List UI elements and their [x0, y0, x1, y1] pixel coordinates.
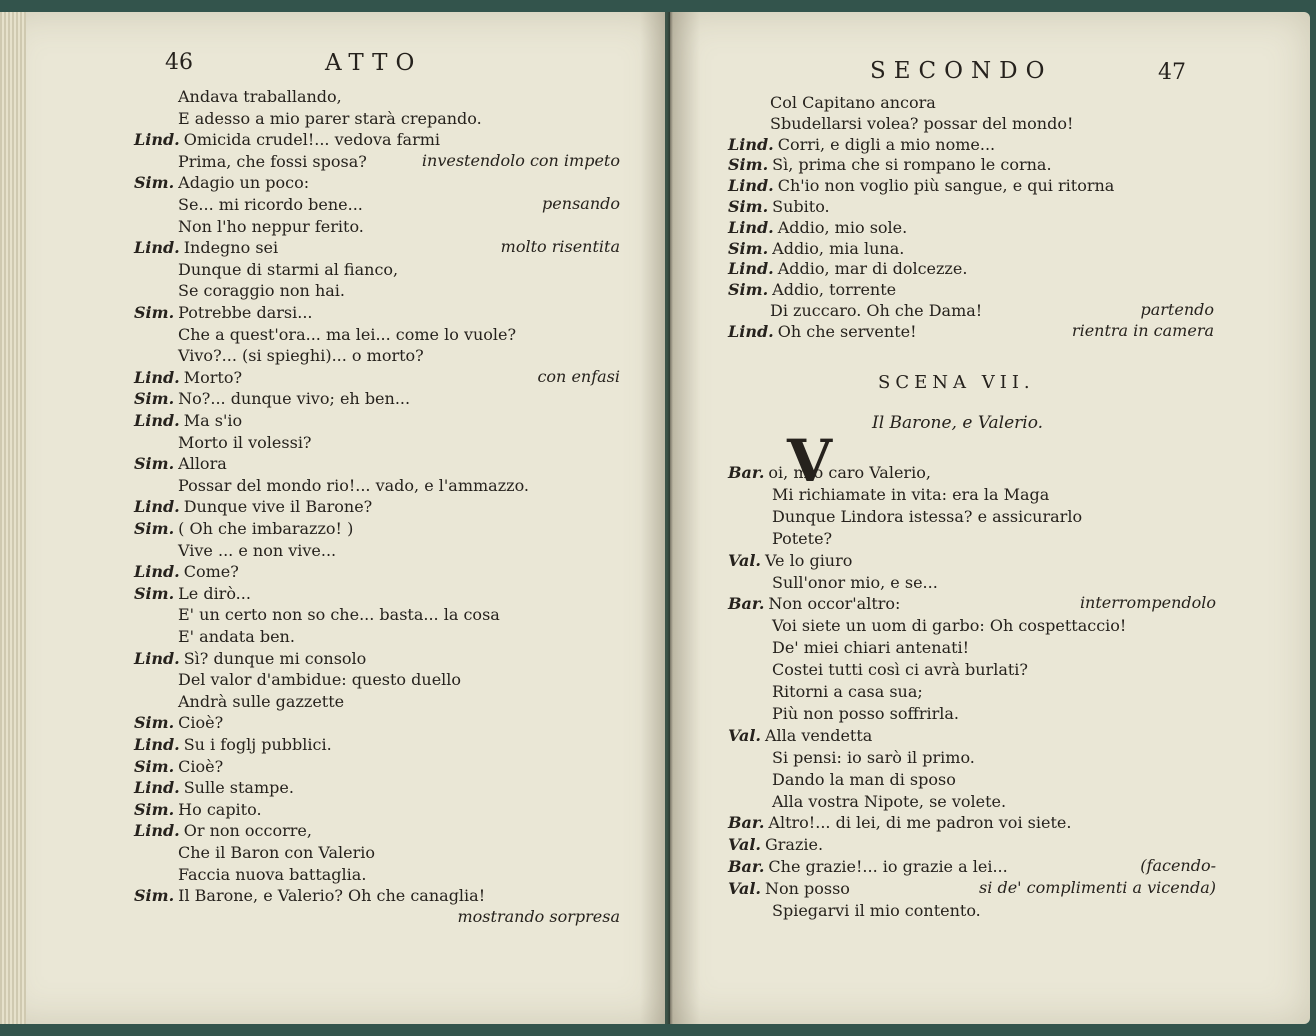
speaker-name: Lind. — [728, 259, 774, 279]
speaker-name: Lind. — [134, 130, 180, 150]
text-line — [728, 321, 917, 342]
verse-text: Sulle stampe. — [183, 778, 294, 798]
text-line — [178, 324, 516, 345]
text-line — [728, 258, 967, 279]
speaker-name: Val. — [728, 725, 761, 745]
speaker-name: Bar. — [728, 463, 765, 482]
verse-text: Non posso — [764, 879, 850, 899]
verse-text: Dando la man di sposo — [772, 769, 956, 789]
speaker-name: Lind. — [134, 367, 180, 387]
verse-text: Andava traballando, — [178, 87, 342, 106]
speaker-name: Lind. — [134, 562, 180, 582]
text-line — [728, 238, 904, 259]
text-line — [772, 659, 1028, 680]
speaker-name: Bar. — [728, 857, 765, 877]
text-line — [178, 194, 363, 215]
verse-text: Col Capitano ancora — [770, 93, 936, 112]
text-line — [134, 518, 353, 539]
text-line — [728, 134, 995, 155]
text-line — [772, 681, 923, 702]
verse-text: Il Barone, e Valerio? Oh che canaglia! — [178, 886, 486, 906]
verse-text: Ma s'io — [183, 411, 243, 430]
speaker-name: Lind. — [134, 648, 180, 668]
verse-text: Che il Baron con Valerio — [178, 843, 375, 862]
text-line — [134, 734, 332, 755]
text-line — [134, 388, 410, 409]
verse-text: Ve lo giuro — [764, 550, 853, 570]
verse-text: Dunque di starmi al fianco, — [178, 259, 399, 279]
verse-text: Vivo?... (si spieghi)... o morto? — [178, 346, 424, 366]
verse-text: Faccia nuova battaglia. — [178, 864, 367, 884]
stage-direction: rientra in camera — [1071, 320, 1214, 340]
text-line — [770, 92, 936, 113]
verse-text: Mi richiamate in vita: era la Maga — [772, 484, 1050, 504]
text-line — [772, 747, 975, 768]
speaker-name: Sim. — [134, 756, 175, 776]
speaker-name: Lind. — [134, 821, 180, 841]
verse-text: Addio, mar di dolcezze. — [777, 259, 968, 279]
speaker-name: Lind. — [134, 411, 180, 430]
verse-text: Si pensi: io sarò il primo. — [772, 747, 975, 767]
text-line — [728, 834, 823, 855]
text-line — [728, 279, 896, 300]
text-line — [178, 280, 345, 301]
text-line — [728, 550, 852, 571]
page-edges — [0, 12, 26, 1024]
speaker-name: Sim. — [728, 280, 769, 300]
text-line — [134, 129, 440, 150]
text-line — [178, 626, 295, 647]
speaker-name: Sim. — [134, 389, 175, 409]
text-line — [772, 484, 1049, 505]
scene-characters: Il Barone, e Valerio. — [872, 413, 1044, 433]
speaker-name: Sim. — [728, 197, 769, 216]
text-line — [728, 175, 1114, 196]
text-line — [134, 172, 309, 193]
verse-text: Vive ... e non vive... — [178, 540, 337, 560]
text-line — [728, 593, 900, 614]
text-line — [134, 756, 223, 777]
left-running-head: ATTO — [325, 50, 423, 76]
text-line — [728, 462, 931, 483]
text-line — [772, 791, 1006, 812]
verse-text: Altro!... di lei, di me padron voi siete. — [768, 813, 1072, 833]
verse-text: Grazie. — [764, 835, 824, 855]
speaker-name: Lind. — [134, 778, 180, 798]
verse-text: Possar del mondo rio!... vado, e l'ammazzo. — [178, 475, 530, 495]
verse-text: Se coraggio non hai. — [178, 281, 345, 301]
speaker-name: Sim. — [134, 519, 175, 538]
speaker-name: Sim. — [134, 173, 175, 193]
text-line — [178, 151, 367, 172]
verse-text: Sbudellarsi volea? possar del mondo! — [770, 113, 1074, 133]
verse-text: Ho capito. — [178, 799, 262, 819]
text-line — [178, 345, 424, 366]
text-line — [134, 453, 227, 474]
text-line — [772, 900, 981, 921]
text-line — [728, 878, 850, 899]
text-line — [134, 777, 294, 798]
text-line — [770, 113, 1073, 134]
text-line — [772, 703, 959, 724]
speaker-name: Sim. — [134, 713, 175, 733]
verse-text: Andrà sulle gazzette — [178, 691, 345, 711]
verse-text: Più non posso soffrirla. — [772, 703, 959, 723]
speaker-name: Sim. — [134, 454, 175, 474]
verse-text: oi, mio caro Valerio, — [768, 463, 931, 482]
verse-text: Indegno sei — [183, 238, 279, 258]
text-line — [134, 583, 251, 604]
speaker-name: Sim. — [134, 303, 175, 322]
stage-direction: si de' complimenti a vicenda) — [979, 878, 1216, 898]
verse-text: No?... dunque vivo; eh ben... — [178, 389, 411, 409]
text-line — [178, 86, 342, 107]
text-line — [178, 432, 312, 453]
right-page-number: 47 — [1158, 60, 1186, 85]
text-line — [770, 300, 982, 321]
right-running-head: SECONDO — [870, 58, 1053, 84]
speaker-name: Lind. — [728, 176, 774, 196]
stage-direction: pensando — [542, 194, 620, 213]
text-line — [134, 410, 242, 431]
text-line — [178, 216, 364, 237]
text-line — [134, 561, 239, 582]
text-line — [772, 769, 956, 790]
speaker-name: Sim. — [134, 886, 175, 906]
speaker-name: Lind. — [728, 134, 774, 154]
verse-text: Come? — [183, 562, 239, 582]
verse-text: Subito. — [772, 197, 830, 216]
verse-text: E' andata ben. — [178, 627, 295, 646]
verse-text: Allora — [178, 454, 227, 474]
stage-direction: mostrando sorpresa — [457, 906, 620, 926]
speaker-name: Lind. — [134, 735, 180, 754]
text-line — [178, 669, 461, 690]
stage-direction: con enfasi — [537, 366, 620, 386]
verse-text: Or non occorre, — [183, 821, 312, 841]
verse-text: Prima, che fossi sposa? — [178, 151, 367, 171]
stage-direction: interrompendolo — [1079, 593, 1216, 613]
text-line — [772, 506, 1082, 527]
verse-text: Cioè? — [178, 713, 224, 733]
verse-text: De' miei chiari antenati! — [772, 638, 970, 658]
text-line — [772, 528, 832, 549]
speaker-name: Sim. — [728, 238, 769, 258]
verse-text: Morto il volessi? — [178, 432, 312, 452]
verse-text: Adagio un poco: — [178, 173, 310, 193]
speaker-name: Lind. — [728, 321, 774, 341]
text-line — [178, 842, 375, 863]
speaker-name: Bar. — [728, 813, 765, 833]
text-line — [178, 691, 344, 712]
stage-direction: partendo — [1140, 300, 1214, 319]
verse-text: Sull'onor mio, e se... — [772, 572, 938, 592]
verse-text: Su i foglj pubblici. — [183, 735, 332, 754]
verse-text: Voi siete un uom di garbo: Oh cospettaccio! — [772, 616, 1127, 636]
verse-text: Morto? — [183, 367, 243, 387]
speaker-name: Bar. — [728, 594, 765, 614]
verse-text: Dunque Lindora istessa? e assicurarlo — [772, 506, 1083, 526]
verse-text: Potete? — [772, 528, 833, 548]
scene-heading: SCENA VII. — [878, 372, 1035, 393]
text-line — [134, 799, 262, 820]
speaker-name: Val. — [728, 879, 761, 899]
text-line — [134, 237, 278, 258]
verse-text: E adesso a mio parer starà crepando. — [178, 108, 482, 128]
text-line — [134, 367, 242, 388]
verse-text: Sì, prima che si rompano le corna. — [772, 155, 1052, 175]
verse-text: Potrebbe darsi... — [178, 303, 313, 322]
text-line — [134, 820, 312, 841]
verse-text: E' un certo non so che... basta... la cosa — [178, 605, 500, 625]
text-line — [728, 217, 907, 238]
text-line — [178, 604, 500, 625]
verse-text: Di zuccaro. Oh che Dama! — [770, 301, 983, 320]
speaker-name: Sim. — [134, 583, 175, 603]
speaker-name: Sim. — [728, 155, 769, 175]
verse-text: Ch'io non voglio più sangue, e qui ritorna — [777, 176, 1115, 196]
speaker-name: Lind. — [728, 217, 774, 237]
text-line — [134, 712, 223, 733]
text-line — [728, 196, 830, 217]
left-page-number: 46 — [165, 50, 193, 75]
verse-text: Che a quest'ora... ma lei... come lo vuole? — [178, 324, 517, 344]
text-line — [772, 615, 1126, 636]
stage-direction: molto risentita — [500, 237, 620, 257]
verse-text: ( Oh che imbarazzo! ) — [178, 519, 354, 538]
verse-text: Sì? dunque mi consolo — [183, 648, 367, 668]
stage-direction: (facendo- — [1140, 856, 1216, 876]
verse-text: Oh che servente! — [777, 321, 917, 341]
verse-text: Se... mi ricordo bene... — [178, 195, 363, 214]
text-line — [178, 108, 482, 129]
text-line — [178, 475, 529, 496]
text-line — [178, 864, 366, 885]
stage-direction: investendolo con impeto — [421, 150, 620, 170]
speaker-name: Val. — [728, 835, 761, 855]
verse-text: Corri, e digli a mio nome... — [777, 134, 996, 154]
verse-text: Omicida crudel!... vedova farmi — [183, 130, 441, 150]
verse-text: Alla vendetta — [764, 725, 873, 745]
verse-text: Addio, mia luna. — [772, 238, 905, 258]
verse-text: Le dirò... — [178, 583, 251, 603]
verse-text: Non occor'altro: — [768, 594, 901, 614]
text-line — [728, 856, 1008, 877]
verse-text: Addio, torrente — [772, 280, 897, 300]
verse-text: Non l'ho neppur ferito. — [178, 216, 364, 236]
verse-text: Del valor d'ambidue: questo duello — [178, 670, 462, 690]
text-line — [772, 637, 969, 658]
verse-text: Cioè? — [178, 756, 224, 776]
verse-text: Costei tutti così ci avrà burlati? — [772, 660, 1028, 680]
text-line — [178, 259, 398, 280]
text-line — [134, 302, 313, 323]
verse-text: Addio, mio sole. — [777, 217, 908, 237]
text-line — [728, 725, 872, 746]
speaker-name: Sim. — [134, 799, 175, 819]
verse-text: Ritorni a casa sua; — [772, 682, 923, 701]
text-line — [134, 496, 372, 517]
verse-text: Che grazie!... io grazie a lei... — [768, 857, 1008, 877]
drop-cap: V — [787, 427, 833, 495]
verse-text: Dunque vive il Barone? — [183, 497, 373, 517]
speaker-name: Lind. — [134, 497, 180, 517]
text-line — [178, 540, 336, 561]
speaker-name: Val. — [728, 550, 761, 570]
verse-text: Spiegarvi il mio contento. — [772, 901, 981, 920]
text-line — [134, 648, 366, 669]
text-line — [728, 812, 1071, 833]
text-line — [772, 572, 938, 593]
verse-text: Alla vostra Nipote, se volete. — [772, 791, 1007, 811]
speaker-name: Lind. — [134, 238, 180, 258]
book-gutter — [640, 12, 700, 1024]
text-line — [728, 154, 1052, 175]
text-line — [134, 885, 485, 906]
